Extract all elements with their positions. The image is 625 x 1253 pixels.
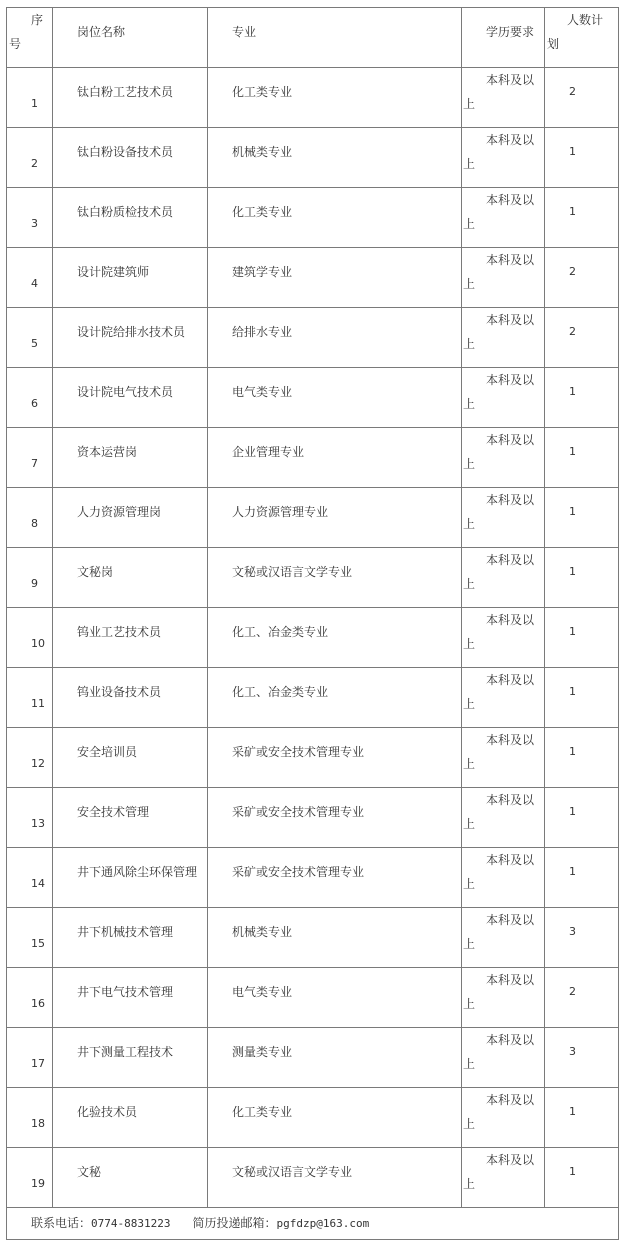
cell-major bbox=[208, 668, 462, 728]
table-row bbox=[7, 908, 619, 968]
headcount: 3 bbox=[569, 1045, 576, 1058]
seq-number: 17 bbox=[31, 1057, 45, 1070]
position-name: 井下机械技术管理 bbox=[77, 925, 174, 939]
education-line1: 本科及以 bbox=[486, 1033, 535, 1047]
seq-number: 9 bbox=[31, 577, 38, 590]
education-line2: 上 bbox=[463, 877, 476, 891]
header-seq bbox=[7, 8, 53, 68]
table-row bbox=[7, 128, 619, 188]
position-name: 钨业设备技术员 bbox=[77, 685, 162, 699]
seq-number: 16 bbox=[31, 997, 45, 1010]
table-row bbox=[7, 248, 619, 308]
major-requirement: 电气类专业 bbox=[232, 385, 293, 399]
education-line1: 本科及以 bbox=[486, 313, 535, 327]
cell-position-name bbox=[53, 188, 208, 248]
table-row bbox=[7, 548, 619, 608]
position-name: 钛白粉设备技术员 bbox=[77, 145, 174, 159]
headcount: 1 bbox=[569, 745, 576, 758]
cell-position-name bbox=[53, 1028, 208, 1088]
seq-number: 6 bbox=[31, 397, 38, 410]
cell-education bbox=[462, 968, 545, 1028]
cell-seq bbox=[7, 368, 53, 428]
education-line1: 本科及以 bbox=[486, 913, 535, 927]
education-line2: 上 bbox=[463, 337, 476, 351]
seq-number: 1 bbox=[31, 97, 38, 110]
major-requirement: 采矿或安全技术管理专业 bbox=[232, 865, 365, 879]
table-header-row bbox=[7, 8, 619, 68]
major-requirement: 人力资源管理专业 bbox=[232, 505, 329, 519]
seq-number: 5 bbox=[31, 337, 38, 350]
major-requirement: 化工类专业 bbox=[232, 85, 293, 99]
cell-seq bbox=[7, 728, 53, 788]
education-line1: 本科及以 bbox=[486, 613, 535, 627]
cell-seq bbox=[7, 128, 53, 188]
headcount: 1 bbox=[569, 205, 576, 218]
education-line2: 上 bbox=[463, 1177, 476, 1191]
header-seq-part1: 序 bbox=[31, 13, 44, 27]
position-name: 钨业工艺技术员 bbox=[77, 625, 162, 639]
major-requirement: 给排水专业 bbox=[232, 325, 293, 339]
cell-headcount bbox=[545, 248, 619, 308]
cell-major bbox=[208, 308, 462, 368]
education-line1: 本科及以 bbox=[486, 553, 535, 567]
cell-major bbox=[208, 968, 462, 1028]
cell-education bbox=[462, 788, 545, 848]
cell-major bbox=[208, 848, 462, 908]
table-row bbox=[7, 68, 619, 128]
education-line1: 本科及以 bbox=[486, 133, 535, 147]
cell-major bbox=[208, 548, 462, 608]
position-name: 人力资源管理岗 bbox=[77, 505, 162, 519]
cell-position-name bbox=[53, 848, 208, 908]
major-requirement: 采矿或安全技术管理专业 bbox=[232, 805, 365, 819]
table-row bbox=[7, 308, 619, 368]
education-line1: 本科及以 bbox=[486, 733, 535, 747]
header-position-name bbox=[53, 8, 208, 68]
education-line2: 上 bbox=[463, 217, 476, 231]
cell-position-name bbox=[53, 1148, 208, 1208]
cell-education bbox=[462, 908, 545, 968]
cell-position-name bbox=[53, 428, 208, 488]
headcount: 2 bbox=[569, 265, 576, 278]
major-requirement: 采矿或安全技术管理专业 bbox=[232, 745, 365, 759]
education-line2: 上 bbox=[463, 757, 476, 771]
headcount: 1 bbox=[569, 805, 576, 818]
major-requirement: 机械类专业 bbox=[232, 925, 293, 939]
table-row bbox=[7, 1028, 619, 1088]
education-line1: 本科及以 bbox=[486, 1093, 535, 1107]
cell-position-name bbox=[53, 488, 208, 548]
position-name: 文秘岗 bbox=[77, 565, 114, 579]
major-requirement: 文秘或汉语言文学专业 bbox=[232, 1165, 353, 1179]
table-row bbox=[7, 668, 619, 728]
education-line2: 上 bbox=[463, 577, 476, 591]
cell-education bbox=[462, 128, 545, 188]
seq-number: 19 bbox=[31, 1177, 45, 1190]
education-line2: 上 bbox=[463, 277, 476, 291]
header-headcount bbox=[545, 8, 619, 68]
headcount: 2 bbox=[569, 85, 576, 98]
table-row bbox=[7, 1148, 619, 1208]
seq-number: 15 bbox=[31, 937, 45, 950]
cell-education bbox=[462, 848, 545, 908]
cell-seq bbox=[7, 188, 53, 248]
email-address[interactable]: pgfdzp@163.com bbox=[276, 1217, 370, 1230]
cell-position-name bbox=[53, 368, 208, 428]
contact-info bbox=[31, 1215, 369, 1232]
cell-major bbox=[208, 1088, 462, 1148]
table-row bbox=[7, 368, 619, 428]
header-education bbox=[462, 8, 545, 68]
position-name: 钛白粉质检技术员 bbox=[77, 205, 174, 219]
education-line1: 本科及以 bbox=[486, 373, 535, 387]
table-row bbox=[7, 188, 619, 248]
headcount: 2 bbox=[569, 985, 576, 998]
seq-number: 11 bbox=[31, 697, 45, 710]
seq-number: 3 bbox=[31, 217, 38, 230]
table-row bbox=[7, 428, 619, 488]
cell-major bbox=[208, 1028, 462, 1088]
position-name: 安全技术管理 bbox=[77, 805, 150, 819]
cell-headcount bbox=[545, 488, 619, 548]
major-requirement: 电气类专业 bbox=[232, 985, 293, 999]
email-label: 简历投递邮箱： bbox=[192, 1216, 277, 1230]
education-line2: 上 bbox=[463, 1117, 476, 1131]
major-requirement: 文秘或汉语言文学专业 bbox=[232, 565, 353, 579]
major-requirement: 化工、冶金类专业 bbox=[232, 625, 329, 639]
seq-number: 13 bbox=[31, 817, 45, 830]
table-row bbox=[7, 848, 619, 908]
cell-headcount bbox=[545, 188, 619, 248]
headcount: 3 bbox=[569, 925, 576, 938]
position-name: 文秘 bbox=[77, 1165, 102, 1179]
cell-education bbox=[462, 1028, 545, 1088]
header-education-label: 学历要求 bbox=[486, 25, 535, 39]
header-major-label: 专业 bbox=[232, 25, 257, 39]
cell-headcount bbox=[545, 1028, 619, 1088]
seq-number: 4 bbox=[31, 277, 38, 290]
cell-headcount bbox=[545, 968, 619, 1028]
cell-seq bbox=[7, 68, 53, 128]
cell-seq bbox=[7, 1028, 53, 1088]
education-line1: 本科及以 bbox=[486, 1153, 535, 1167]
phone-label: 联系电话： bbox=[31, 1216, 92, 1230]
cell-headcount bbox=[545, 788, 619, 848]
cell-position-name bbox=[53, 128, 208, 188]
cell-seq bbox=[7, 428, 53, 488]
contact-cell bbox=[7, 1208, 619, 1240]
cell-seq bbox=[7, 1148, 53, 1208]
cell-seq bbox=[7, 248, 53, 308]
cell-position-name bbox=[53, 308, 208, 368]
education-line1: 本科及以 bbox=[486, 493, 535, 507]
seq-number: 18 bbox=[31, 1117, 45, 1130]
education-line2: 上 bbox=[463, 817, 476, 831]
position-name: 钛白粉工艺技术员 bbox=[77, 85, 174, 99]
education-line1: 本科及以 bbox=[486, 793, 535, 807]
cell-headcount bbox=[545, 68, 619, 128]
cell-seq bbox=[7, 788, 53, 848]
education-line1: 本科及以 bbox=[486, 673, 535, 687]
cell-major bbox=[208, 608, 462, 668]
cell-major bbox=[208, 128, 462, 188]
cell-seq bbox=[7, 668, 53, 728]
cell-headcount bbox=[545, 1148, 619, 1208]
major-requirement: 化工类专业 bbox=[232, 1105, 293, 1119]
position-name: 资本运营岗 bbox=[77, 445, 138, 459]
education-line1: 本科及以 bbox=[486, 973, 535, 987]
cell-major bbox=[208, 488, 462, 548]
cell-major bbox=[208, 248, 462, 308]
cell-position-name bbox=[53, 608, 208, 668]
cell-major bbox=[208, 368, 462, 428]
education-line1: 本科及以 bbox=[486, 73, 535, 87]
position-name: 井下测量工程技术 bbox=[77, 1045, 174, 1059]
cell-education bbox=[462, 1148, 545, 1208]
table-row bbox=[7, 968, 619, 1028]
headcount: 1 bbox=[569, 1165, 576, 1178]
education-line1: 本科及以 bbox=[486, 253, 535, 267]
table-row bbox=[7, 608, 619, 668]
table-row bbox=[7, 728, 619, 788]
cell-position-name bbox=[53, 788, 208, 848]
contact-row bbox=[7, 1208, 619, 1240]
cell-headcount bbox=[545, 668, 619, 728]
headcount: 2 bbox=[569, 325, 576, 338]
cell-position-name bbox=[53, 248, 208, 308]
seq-number: 14 bbox=[31, 877, 45, 890]
cell-headcount bbox=[545, 128, 619, 188]
header-headcount-part2: 划 bbox=[547, 37, 560, 51]
seq-number: 12 bbox=[31, 757, 45, 770]
cell-seq bbox=[7, 848, 53, 908]
cell-education bbox=[462, 68, 545, 128]
cell-major bbox=[208, 428, 462, 488]
position-name: 设计院电气技术员 bbox=[77, 385, 174, 399]
education-line2: 上 bbox=[463, 997, 476, 1011]
headcount: 1 bbox=[569, 685, 576, 698]
cell-seq bbox=[7, 1088, 53, 1148]
cell-education bbox=[462, 668, 545, 728]
phone-number: 0774-8831223 bbox=[91, 1217, 171, 1230]
major-requirement: 机械类专业 bbox=[232, 145, 293, 159]
cell-headcount bbox=[545, 308, 619, 368]
job-openings-table bbox=[6, 7, 619, 1240]
cell-headcount bbox=[545, 1088, 619, 1148]
cell-education bbox=[462, 1088, 545, 1148]
seq-number: 8 bbox=[31, 517, 38, 530]
cell-position-name bbox=[53, 668, 208, 728]
cell-education bbox=[462, 728, 545, 788]
cell-seq bbox=[7, 548, 53, 608]
education-line2: 上 bbox=[463, 397, 476, 411]
education-line1: 本科及以 bbox=[486, 433, 535, 447]
position-name: 井下通风除尘环保管理 bbox=[77, 865, 198, 879]
seq-number: 10 bbox=[31, 637, 45, 650]
major-requirement: 企业管理专业 bbox=[232, 445, 305, 459]
header-position-name-label: 岗位名称 bbox=[77, 25, 126, 39]
cell-major bbox=[208, 188, 462, 248]
cell-education bbox=[462, 548, 545, 608]
cell-seq bbox=[7, 608, 53, 668]
cell-headcount bbox=[545, 608, 619, 668]
major-requirement: 测量类专业 bbox=[232, 1045, 293, 1059]
header-headcount-part1: 人数计 bbox=[567, 13, 604, 27]
seq-number: 7 bbox=[31, 457, 38, 470]
cell-headcount bbox=[545, 728, 619, 788]
cell-education bbox=[462, 308, 545, 368]
headcount: 1 bbox=[569, 1105, 576, 1118]
headcount: 1 bbox=[569, 145, 576, 158]
table-row bbox=[7, 788, 619, 848]
headcount: 1 bbox=[569, 505, 576, 518]
cell-headcount bbox=[545, 908, 619, 968]
education-line1: 本科及以 bbox=[486, 193, 535, 207]
cell-education bbox=[462, 188, 545, 248]
position-name: 井下电气技术管理 bbox=[77, 985, 174, 999]
position-name: 设计院建筑师 bbox=[77, 265, 150, 279]
education-line2: 上 bbox=[463, 1057, 476, 1071]
headcount: 1 bbox=[569, 865, 576, 878]
major-requirement: 化工、冶金类专业 bbox=[232, 685, 329, 699]
major-requirement: 建筑学专业 bbox=[232, 265, 293, 279]
cell-education bbox=[462, 248, 545, 308]
cell-headcount bbox=[545, 368, 619, 428]
cell-seq bbox=[7, 488, 53, 548]
header-seq-part2: 号 bbox=[9, 37, 22, 51]
education-line2: 上 bbox=[463, 637, 476, 651]
cell-major bbox=[208, 788, 462, 848]
education-line2: 上 bbox=[463, 517, 476, 531]
table-row bbox=[7, 488, 619, 548]
cell-position-name bbox=[53, 908, 208, 968]
education-line2: 上 bbox=[463, 937, 476, 951]
cell-seq bbox=[7, 908, 53, 968]
education-line2: 上 bbox=[463, 457, 476, 471]
cell-education bbox=[462, 428, 545, 488]
position-name: 安全培训员 bbox=[77, 745, 138, 759]
cell-major bbox=[208, 1148, 462, 1208]
cell-headcount bbox=[545, 428, 619, 488]
cell-major bbox=[208, 728, 462, 788]
cell-headcount bbox=[545, 848, 619, 908]
position-name: 设计院给排水技术员 bbox=[77, 325, 186, 339]
headcount: 1 bbox=[569, 385, 576, 398]
cell-major bbox=[208, 68, 462, 128]
cell-headcount bbox=[545, 548, 619, 608]
cell-position-name bbox=[53, 1088, 208, 1148]
cell-position-name bbox=[53, 68, 208, 128]
cell-position-name bbox=[53, 968, 208, 1028]
cell-education bbox=[462, 608, 545, 668]
cell-seq bbox=[7, 968, 53, 1028]
major-requirement: 化工类专业 bbox=[232, 205, 293, 219]
education-line1: 本科及以 bbox=[486, 853, 535, 867]
headcount: 1 bbox=[569, 565, 576, 578]
headcount: 1 bbox=[569, 445, 576, 458]
cell-education bbox=[462, 368, 545, 428]
education-line2: 上 bbox=[463, 157, 476, 171]
cell-position-name bbox=[53, 548, 208, 608]
education-line2: 上 bbox=[463, 97, 476, 111]
cell-education bbox=[462, 488, 545, 548]
cell-major bbox=[208, 908, 462, 968]
header-major bbox=[208, 8, 462, 68]
seq-number: 2 bbox=[31, 157, 38, 170]
cell-seq bbox=[7, 308, 53, 368]
education-line2: 上 bbox=[463, 697, 476, 711]
position-name: 化验技术员 bbox=[77, 1105, 138, 1119]
headcount: 1 bbox=[569, 625, 576, 638]
cell-position-name bbox=[53, 728, 208, 788]
table-row bbox=[7, 1088, 619, 1148]
